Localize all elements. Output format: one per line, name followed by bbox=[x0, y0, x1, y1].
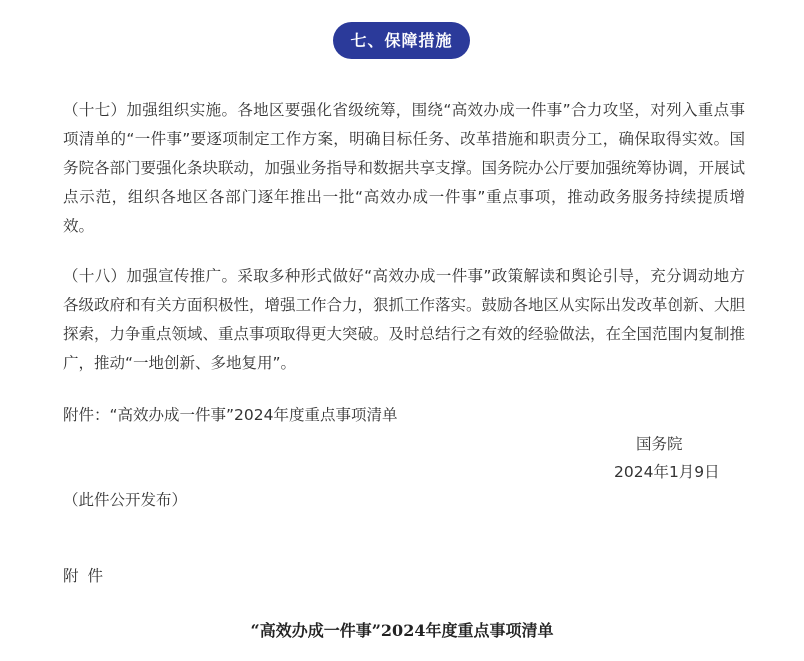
section-heading-badge: 七、保障措施 bbox=[333, 22, 470, 59]
issuer-signature: 国务院 bbox=[636, 435, 683, 453]
appendix-label: 附件 bbox=[63, 567, 113, 585]
list-title: “高效办成一件事”2024年度重点事项清单 bbox=[250, 621, 554, 640]
attachment-reference: 附件：“高效办成一件事”2024年度重点事项清单 bbox=[63, 406, 398, 424]
issue-date: 2024年1月9日 bbox=[614, 463, 720, 481]
paragraph-seventeen: （十七）加强组织实施。各地区要强化省级统筹，围绕“高效办成一件事”合力攻坚，对列入重点事项清单的“一件事”要逐项制定工作方案，明确目标任务、改革措施和职责分工，确保取得实效。国务院各部门要强化条块联动，加强业务指导和数据共享支撑。国务院办公厅要加强统筹协调，开展试点示范，组织各地区各部门逐年推出一批“高效办成一件事”重点事项，推动政务服务持续提质增效。 bbox=[63, 101, 746, 235]
publish-note: （此件公开发布） bbox=[63, 491, 188, 509]
paragraph-eighteen: （十八）加强宣传推广。采取多种形式做好“高效办成一件事”政策解读和舆论引导，充分调动地方各级政府和有关方面积极性，增强工作合力，狠抓工作落实。鼓励各地区从实际出发改革创新、大胆探索，力争重点领域、重点事项取得更大突破。及时总结行之有效的经验做法，在全国范围内复制推广，推动“一地创新、多地复用”。 bbox=[63, 267, 746, 372]
